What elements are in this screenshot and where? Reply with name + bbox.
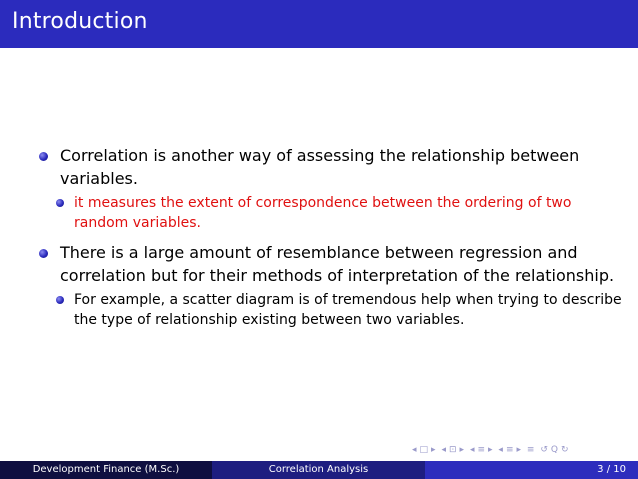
nav-prev-icon[interactable]: ◂	[469, 445, 475, 455]
bullet-icon	[39, 152, 48, 161]
sub-bullet-item	[36, 193, 626, 233]
nav-forward-icon[interactable]: ↻	[560, 445, 569, 455]
nav-subsection-icon[interactable]: ⊡	[448, 445, 457, 455]
nav-prev-icon[interactable]: ◂	[441, 445, 446, 455]
nav-next-icon[interactable]: ▸	[516, 445, 522, 455]
bullet-item	[36, 144, 626, 190]
nav-prev-icon[interactable]: ◂	[498, 445, 503, 455]
bullet-text: There is a large amount of resemblance between regression and correlation but for their methods of interpretation of the relationship.	[60, 243, 615, 285]
sub-bullet-icon	[56, 199, 64, 207]
slide-content	[36, 144, 626, 330]
nav-toc-icon[interactable]: ≡	[526, 445, 535, 455]
footer-center-text: Correlation Analysis	[268, 464, 369, 475]
sub-bullet-text: it measures the extent of correspondence between the ordering of two random variables.	[74, 195, 572, 231]
nav-section-icon[interactable]: ≡	[477, 445, 486, 455]
beamer-navigation-bar	[412, 445, 634, 457]
nav-next-icon[interactable]: ▸	[431, 445, 436, 455]
slide-title-bar	[0, 0, 638, 48]
nav-next-icon[interactable]: ▸	[459, 445, 465, 455]
nav-prev-icon[interactable]: ◂	[412, 445, 417, 455]
footer-left-text: Development Finance (M.Sc.)	[32, 464, 180, 475]
nav-search-icon[interactable]: Q	[550, 445, 558, 455]
footer-author	[0, 461, 212, 479]
bullet-item	[36, 241, 626, 287]
slide-title: Introduction	[12, 9, 148, 34]
nav-doc-icon[interactable]: ≡	[505, 445, 514, 455]
nav-next-icon[interactable]: ▸	[488, 445, 493, 455]
sub-bullet-icon	[56, 296, 64, 304]
nav-frame-icon[interactable]: □	[419, 445, 429, 455]
nav-back-icon[interactable]: ↺	[540, 445, 548, 455]
slide-footer	[0, 461, 638, 479]
sub-bullet-item	[36, 290, 626, 330]
footer-title	[212, 461, 425, 479]
footer-page	[425, 461, 638, 479]
sub-bullet-text: For example, a scatter diagram is of tremendous help when trying to describe the type of relationship existing between two variables.	[74, 292, 622, 328]
bullet-icon	[39, 249, 48, 258]
bullet-text: Correlation is another way of assessing the relationship between variables.	[60, 146, 580, 188]
page-number: 3 / 10	[597, 464, 626, 475]
